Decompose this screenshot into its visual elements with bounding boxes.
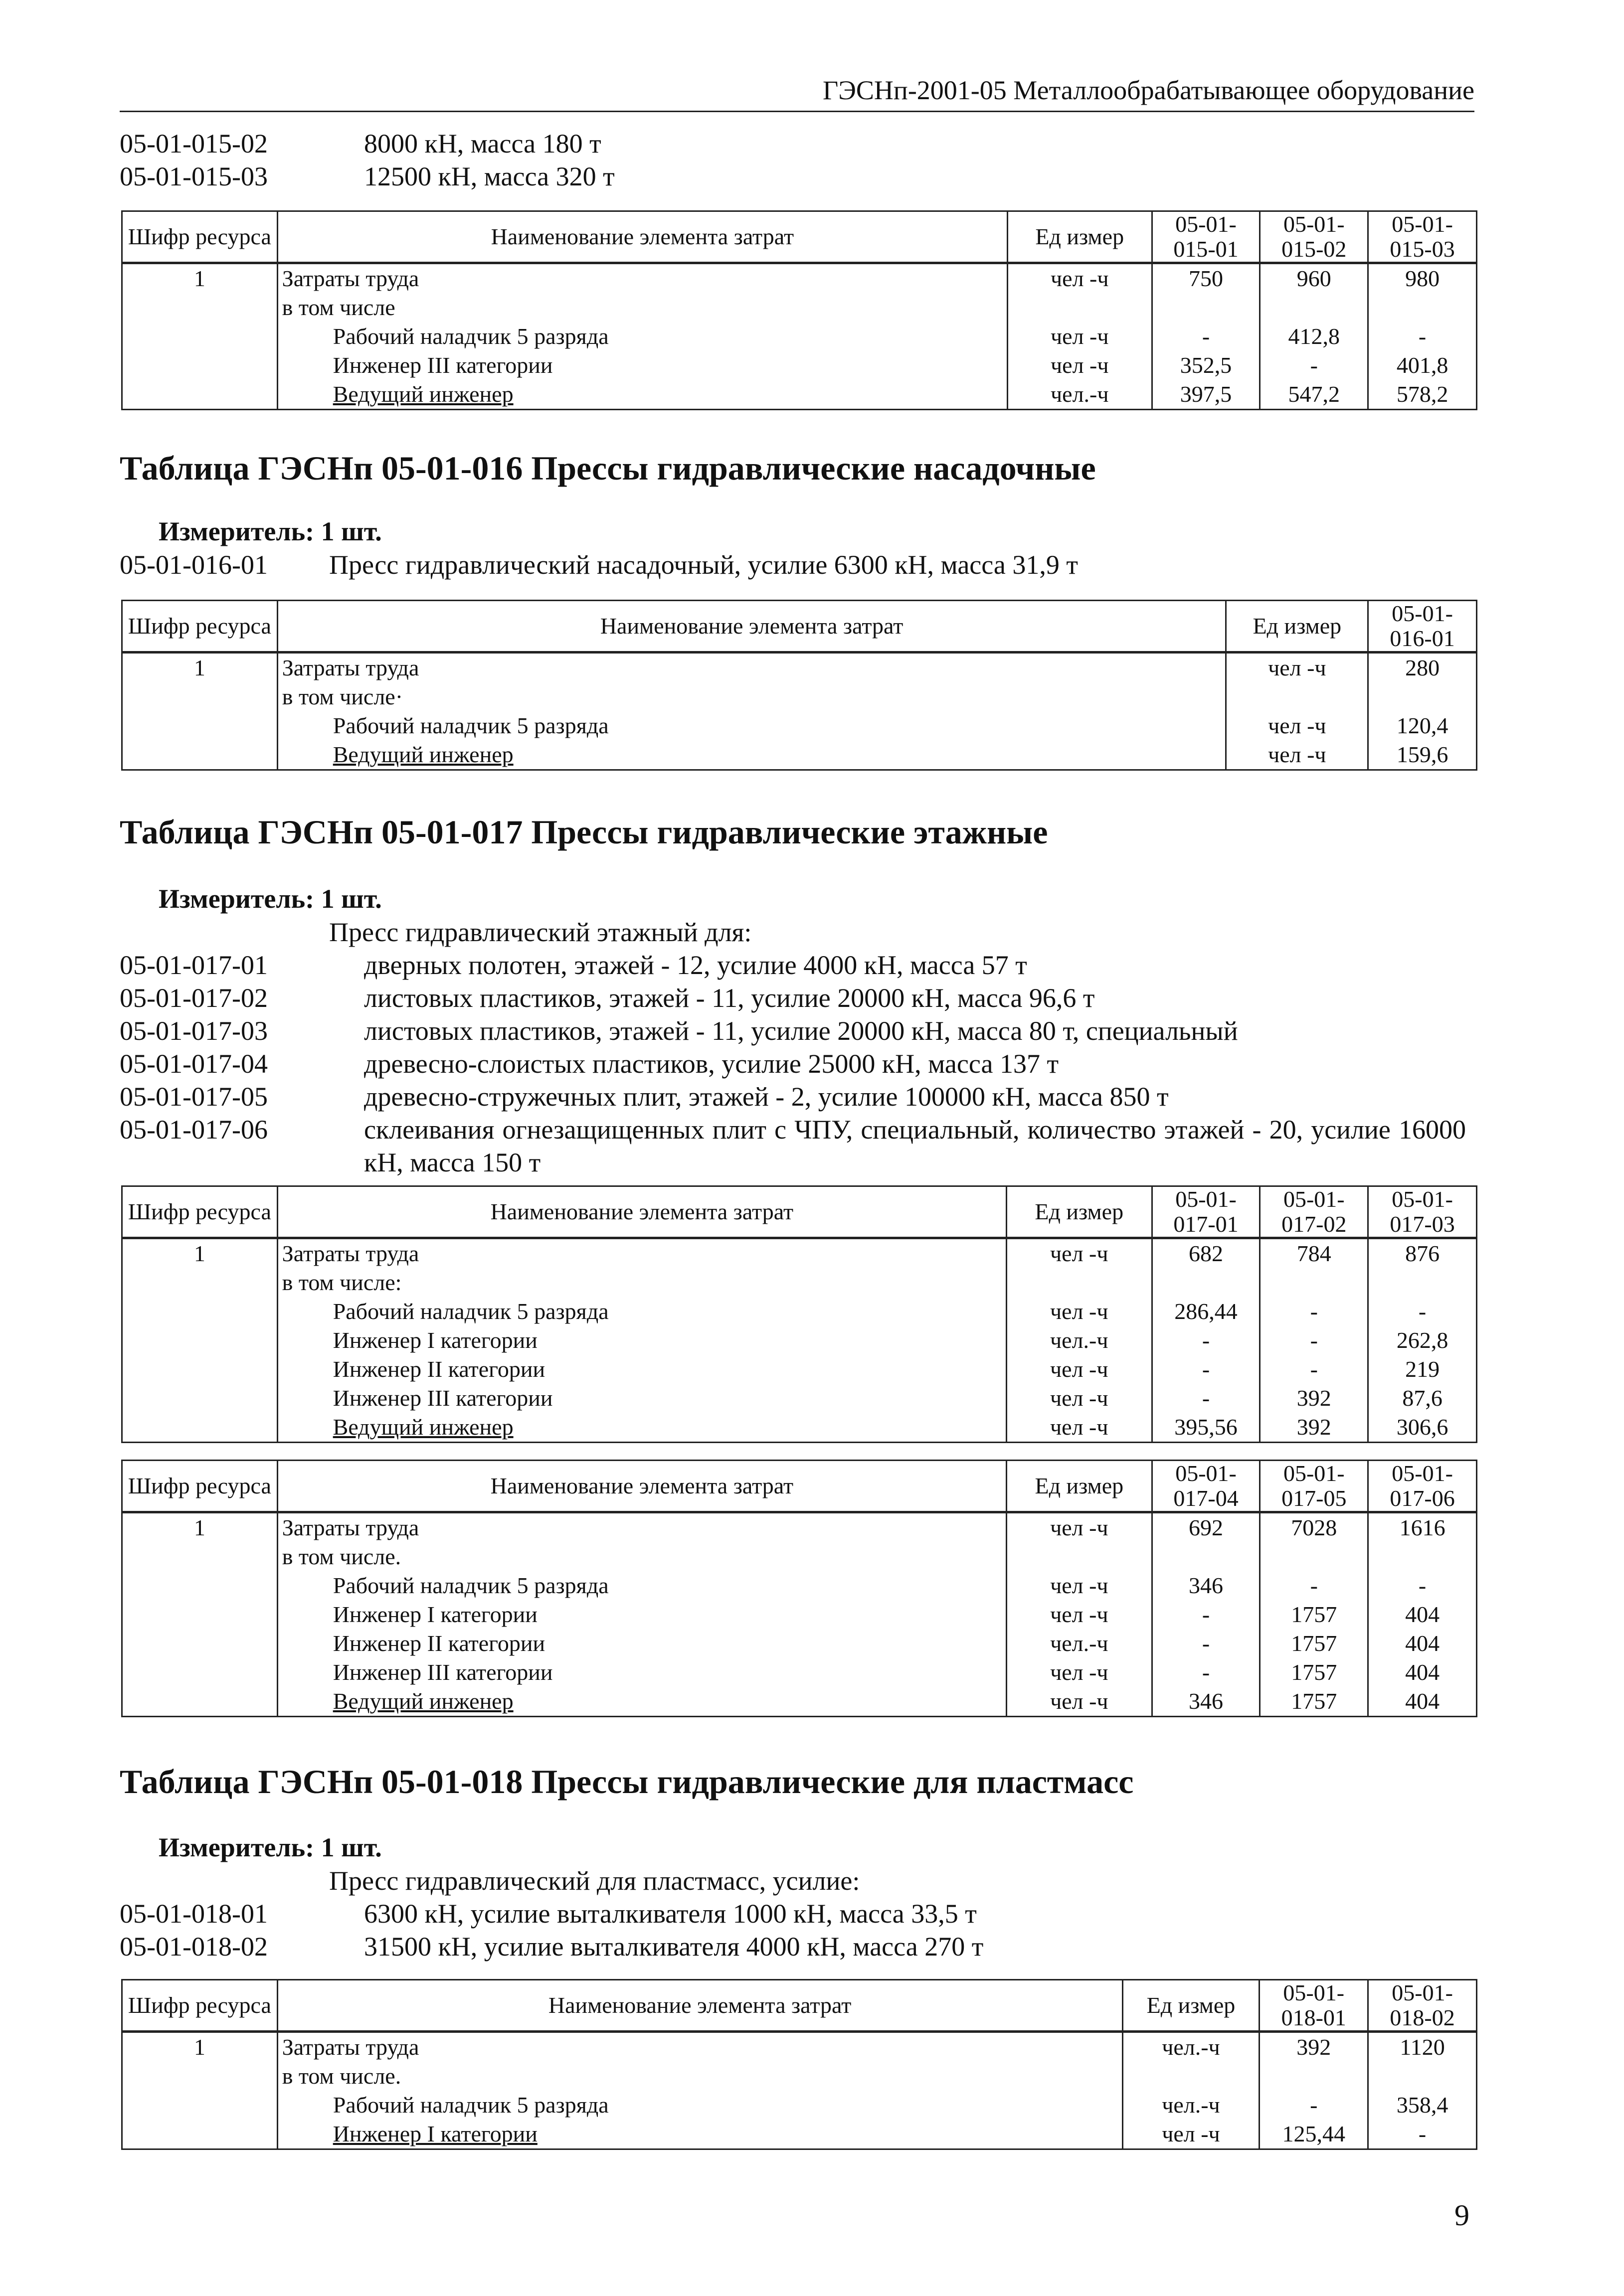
value-cell — [1368, 682, 1477, 711]
unit-cell: чел -ч — [1006, 1355, 1152, 1384]
header-name: Наименование элемента затрат — [277, 211, 1007, 263]
header-cipher: Шифр ресурса — [122, 1461, 278, 1512]
resource-desc: Пресс гидравлический насадочный, усилие 6300 кН, масса 31,9 т — [329, 550, 1078, 580]
value-cell: 404 — [1368, 1658, 1477, 1687]
unit-cell: чел.-ч — [1006, 1326, 1152, 1355]
value-cell: 286,44 — [1152, 1297, 1260, 1326]
cost-element-label: в том числе· — [282, 684, 403, 709]
resource-list-018 — [120, 1864, 1466, 1963]
cipher-cell: 1 — [122, 653, 278, 683]
unit-cell: чел -ч — [1122, 2120, 1260, 2149]
value-cell: 352,5 — [1152, 351, 1260, 380]
resource-code: 05-01-017-02 — [120, 983, 268, 1013]
unit-cell — [1122, 2062, 1260, 2091]
cipher-cell — [122, 1268, 278, 1297]
header-cipher: Шифр ресурса — [122, 1186, 278, 1238]
unit-cell: чел -ч — [1007, 1571, 1152, 1600]
table-row — [122, 293, 1477, 322]
cost-element-name — [277, 1413, 1006, 1443]
unit-cell: чел -ч — [1006, 1297, 1152, 1326]
cost-element-name — [277, 1629, 1006, 1658]
value-cell — [1368, 293, 1477, 322]
cipher-cell: 1 — [122, 2032, 278, 2062]
header-code-column: 05-01- 017-01 — [1152, 1186, 1260, 1238]
value-cell: - — [1152, 1384, 1260, 1413]
table-row — [122, 1571, 1477, 1600]
value-cell: - — [1152, 1658, 1260, 1687]
cost-table-018 — [121, 1979, 1477, 2150]
value-cell: 960 — [1260, 263, 1368, 294]
unit-cell: чел -ч — [1006, 1413, 1152, 1443]
table-row — [122, 1268, 1477, 1297]
cost-element-name — [277, 1384, 1006, 1413]
value-cell: - — [1260, 1571, 1368, 1600]
cost-element-name — [277, 682, 1226, 711]
table-row — [122, 1297, 1477, 1326]
value-cell: - — [1368, 1571, 1477, 1600]
value-cell — [1368, 1268, 1477, 1297]
header-unit: Ед измер — [1226, 601, 1368, 653]
value-cell: 397,5 — [1152, 380, 1260, 410]
value-cell: - — [1152, 1629, 1260, 1658]
resource-code: 05-01-017-06 — [120, 1115, 268, 1145]
unit-cell: чел -ч — [1006, 1238, 1152, 1269]
value-cell: 1616 — [1368, 1512, 1477, 1543]
value-cell: 346 — [1152, 1687, 1260, 1717]
cipher-cell — [122, 1542, 278, 1571]
resource-list-016 — [120, 548, 1466, 581]
value-cell: 750 — [1152, 263, 1260, 294]
header-name: Наименование элемента затрат — [277, 1186, 1006, 1238]
cost-element-name — [277, 1268, 1006, 1297]
resource-list-017 — [120, 916, 1466, 1175]
header-code-column: 05-01- 016-01 — [1368, 601, 1477, 653]
value-cell: - — [1260, 1355, 1368, 1384]
cost-element-label: Затраты труда — [282, 2034, 419, 2060]
cipher-cell — [122, 1629, 278, 1658]
cost-element-name — [277, 1238, 1006, 1269]
value-cell: 401,8 — [1368, 351, 1477, 380]
section-title-018: Таблица ГЭСНп 05-01-018 Прессы гидравлические для пластмасс — [120, 1763, 1134, 1801]
cipher-cell — [122, 1326, 278, 1355]
cost-element-label: Рабочий наладчик 5 разряда — [333, 2092, 609, 2118]
cipher-cell — [122, 1658, 278, 1687]
resource-desc: листовых пластиков, этажей - 11, усилие 20000 кН, масса 80 т, специальный — [364, 1016, 1238, 1046]
table-row — [122, 682, 1477, 711]
value-cell: 358,4 — [1368, 2091, 1477, 2120]
cipher-cell — [122, 682, 278, 711]
value-cell: 692 — [1152, 1512, 1260, 1543]
value-cell — [1260, 1542, 1368, 1571]
cost-element-label: Инженер III категории — [333, 1659, 553, 1685]
table-row — [122, 1512, 1477, 1543]
value-cell: 404 — [1368, 1629, 1477, 1658]
header-code-column: 05-01- 015-03 — [1368, 211, 1477, 263]
value-cell: - — [1260, 1326, 1368, 1355]
value-cell: - — [1260, 351, 1368, 380]
cost-element-name — [277, 351, 1007, 380]
section-title-017: Таблица ГЭСНп 05-01-017 Прессы гидравлические этажные — [120, 813, 1048, 851]
unit-cell — [1007, 293, 1152, 322]
header-unit: Ед измер — [1006, 1186, 1152, 1238]
value-cell: 1757 — [1260, 1600, 1368, 1629]
value-cell: 392 — [1260, 2032, 1368, 2062]
cipher-cell — [122, 1297, 278, 1326]
table-row — [122, 1238, 1477, 1269]
cost-table-015 — [121, 210, 1477, 410]
meter-017: Измеритель: 1 шт. — [159, 884, 382, 914]
value-cell: 280 — [1368, 653, 1477, 683]
resource-code: 05-01-016-01 — [120, 550, 268, 580]
meter-016: Измеритель: 1 шт. — [159, 516, 382, 546]
unit-cell: чел -ч — [1226, 740, 1368, 770]
header-name: Наименование элемента затрат — [277, 1980, 1122, 2032]
resource-desc: 12500 кН, масса 320 т — [364, 162, 615, 191]
section-title-016: Таблица ГЭСНп 05-01-016 Прессы гидравлические насадочные — [120, 449, 1096, 487]
resource-code: 05-01-017-04 — [120, 1049, 268, 1079]
value-cell: 120,4 — [1368, 711, 1477, 740]
cost-table-017-b — [121, 1460, 1477, 1717]
cost-element-label: Затраты труда — [282, 266, 419, 291]
header-code-column: 05-01- 018-02 — [1368, 1980, 1477, 2032]
header-cipher: Шифр ресурса — [122, 211, 278, 263]
cost-element-name — [277, 1571, 1006, 1600]
unit-cell: чел -ч — [1007, 1687, 1152, 1717]
cipher-cell — [122, 1355, 278, 1384]
table-row — [122, 351, 1477, 380]
value-cell — [1260, 293, 1368, 322]
cost-element-label: Рабочий наладчик 5 разряда — [333, 324, 609, 349]
cipher-cell — [122, 2091, 278, 2120]
header-unit: Ед измер — [1007, 1461, 1152, 1512]
value-cell: 578,2 — [1368, 380, 1477, 410]
cost-element-label: Рабочий наладчик 5 разряда — [333, 1573, 609, 1598]
cost-element-name — [277, 263, 1007, 294]
header-code-column: 05-01- 017-06 — [1368, 1461, 1477, 1512]
table-row — [122, 1542, 1477, 1571]
value-cell: - — [1152, 322, 1260, 351]
value-cell: 876 — [1368, 1238, 1477, 1269]
cost-element-label: Рабочий наладчик 5 разряда — [333, 1299, 609, 1324]
cost-element-name — [277, 1600, 1006, 1629]
cost-element-name — [277, 293, 1007, 322]
cost-element-label: Инженер II категории — [333, 1356, 545, 1382]
cost-element-name — [277, 711, 1226, 740]
cost-element-label: Инженер I категории — [333, 1327, 538, 1353]
resource-desc: листовых пластиков, этажей - 11, усилие 20000 кН, масса 96,6 т — [364, 983, 1095, 1013]
cost-element-label: Рабочий наладчик 5 разряда — [333, 713, 609, 738]
unit-cell: чел.-ч — [1007, 380, 1152, 410]
unit-cell: чел.-ч — [1122, 2032, 1260, 2062]
cipher-cell — [122, 711, 278, 740]
cipher-cell: 1 — [122, 1512, 278, 1543]
value-cell — [1368, 2062, 1477, 2091]
unit-cell — [1007, 1542, 1152, 1571]
cost-element-label: в том числе. — [282, 2063, 401, 2089]
cost-element-name — [277, 1687, 1006, 1717]
header-name: Наименование элемента затрат — [277, 601, 1226, 653]
value-cell: 159,6 — [1368, 740, 1477, 770]
cipher-cell — [122, 1600, 278, 1629]
value-cell: - — [1152, 1600, 1260, 1629]
header-cipher: Шифр ресурса — [122, 1980, 278, 2032]
cipher-cell — [122, 1571, 278, 1600]
cost-element-name — [277, 2091, 1122, 2120]
cost-table-017-a — [121, 1185, 1477, 1443]
value-cell: 980 — [1368, 263, 1477, 294]
cost-element-label: Ведущий инженер — [333, 742, 514, 767]
cipher-cell — [122, 2120, 278, 2149]
table-row — [122, 1413, 1477, 1443]
cost-element-label: Затраты труда — [282, 1241, 419, 1266]
cipher-cell — [122, 1384, 278, 1413]
value-cell: 547,2 — [1260, 380, 1368, 410]
running-header: ГЭСНп-2001-05 Металлообрабатывающее оборудование — [120, 75, 1474, 112]
header-code-column: 05-01- 015-01 — [1152, 211, 1260, 263]
cost-element-name — [277, 653, 1226, 683]
header-name: Наименование элемента затрат — [277, 1461, 1006, 1512]
value-cell: 262,8 — [1368, 1326, 1477, 1355]
table-row — [122, 1384, 1477, 1413]
value-cell: 87,6 — [1368, 1384, 1477, 1413]
value-cell: 1120 — [1368, 2032, 1477, 2062]
value-cell — [1152, 293, 1260, 322]
unit-cell: чел.-ч — [1122, 2091, 1260, 2120]
cost-element-name — [277, 2062, 1122, 2091]
unit-cell: чел -ч — [1007, 1512, 1152, 1543]
table-row — [122, 1326, 1477, 1355]
cost-element-label: в том числе. — [282, 1544, 401, 1569]
table-row — [122, 2091, 1477, 2120]
unit-cell: чел -ч — [1006, 1384, 1152, 1413]
header-code-column: 05-01- 017-04 — [1152, 1461, 1260, 1512]
meter-018: Измеритель: 1 шт. — [159, 1832, 382, 1862]
resource-code: 05-01-018-02 — [120, 1932, 268, 1962]
cost-element-name — [277, 1512, 1006, 1543]
header-code-column: 05-01- 017-03 — [1368, 1186, 1477, 1238]
unit-cell: чел -ч — [1007, 351, 1152, 380]
resource-desc: 8000 кН, масса 180 т — [364, 129, 601, 159]
resource-desc: древесно-стружечных плит, этажей - 2, усилие 100000 кН, масса 850 т — [364, 1082, 1169, 1112]
cost-element-label: в том числе — [282, 295, 395, 320]
unit-cell: чел -ч — [1007, 1600, 1152, 1629]
cost-table-016 — [121, 600, 1477, 771]
table-row — [122, 1355, 1477, 1384]
cost-element-label: Инженер I категории — [333, 1602, 538, 1627]
resource-desc: дверных полотен, этажей - 12, усилие 4000 кН, масса 57 т — [364, 950, 1027, 980]
table-row — [122, 1687, 1477, 1717]
unit-cell — [1006, 1268, 1152, 1297]
cipher-cell — [122, 1413, 278, 1443]
cost-element-label: Инженер III категории — [333, 352, 553, 378]
value-cell — [1152, 1268, 1260, 1297]
table-row — [122, 653, 1477, 683]
resource-code: 05-01-015-02 — [120, 129, 268, 159]
table-row — [122, 263, 1477, 294]
cipher-cell — [122, 293, 278, 322]
cost-element-name — [277, 1355, 1006, 1384]
list-intro: Пресс гидравлический для пластмасс, усилие: — [329, 1866, 860, 1896]
value-cell: 125,44 — [1260, 2120, 1368, 2149]
list-intro: Пресс гидравлический этажный для: — [329, 917, 752, 947]
header-unit: Ед измер — [1007, 211, 1152, 263]
value-cell: 395,56 — [1152, 1413, 1260, 1443]
header-code-column: 05-01- 017-02 — [1260, 1186, 1368, 1238]
cost-element-label: Ведущий инженер — [333, 1688, 514, 1714]
cipher-cell — [122, 351, 278, 380]
cost-element-name — [277, 1658, 1006, 1687]
cost-element-name — [277, 380, 1007, 410]
value-cell: 404 — [1368, 1687, 1477, 1717]
value-cell — [1260, 1268, 1368, 1297]
cost-element-name — [277, 2120, 1122, 2149]
resource-code: 05-01-018-01 — [120, 1899, 268, 1929]
table-row — [122, 1658, 1477, 1687]
resource-desc: склеивания огнезащищенных плит с ЧПУ, специальный, количество этажей - 20, усилие 16000 кН, масса 150 т — [364, 1115, 1466, 1177]
cost-element-name — [277, 2032, 1122, 2062]
cost-element-name — [277, 1326, 1006, 1355]
cost-element-name — [277, 1542, 1006, 1571]
value-cell — [1152, 1542, 1260, 1571]
value-cell: 7028 — [1260, 1512, 1368, 1543]
resource-list-015 — [120, 127, 1466, 193]
resource-code: 05-01-017-05 — [120, 1082, 268, 1112]
cipher-cell: 1 — [122, 263, 278, 294]
cost-element-label: Затраты труда — [282, 655, 419, 680]
value-cell: 412,8 — [1260, 322, 1368, 351]
cost-element-label: Инженер III категории — [333, 1385, 553, 1411]
cost-element-label: в том числе: — [282, 1270, 402, 1295]
unit-cell: чел -ч — [1007, 322, 1152, 351]
page-number: 9 — [1454, 2199, 1469, 2232]
cipher-cell: 1 — [122, 1238, 278, 1269]
value-cell: 392 — [1260, 1384, 1368, 1413]
unit-cell: чел -ч — [1007, 263, 1152, 294]
resource-desc: 31500 кН, усилие выталкивателя 4000 кН, масса 270 т — [364, 1932, 984, 1962]
value-cell: - — [1368, 1297, 1477, 1326]
cipher-cell — [122, 2062, 278, 2091]
table-row — [122, 2032, 1477, 2062]
value-cell: 219 — [1368, 1355, 1477, 1384]
value-cell — [1368, 1542, 1477, 1571]
cost-element-name — [277, 740, 1226, 770]
unit-cell: чел -ч — [1007, 1658, 1152, 1687]
cipher-cell — [122, 1687, 278, 1717]
resource-code: 05-01-017-01 — [120, 950, 268, 980]
value-cell: 1757 — [1260, 1658, 1368, 1687]
cost-element-label: Ведущий инженер — [333, 1414, 514, 1440]
value-cell: 392 — [1260, 1413, 1368, 1443]
header-code-column: 05-01- 015-02 — [1260, 211, 1368, 263]
cost-element-name — [277, 1297, 1006, 1326]
header-cipher: Шифр ресурса — [122, 601, 278, 653]
value-cell: 1757 — [1260, 1629, 1368, 1658]
value-cell: 682 — [1152, 1238, 1260, 1269]
cipher-cell — [122, 322, 278, 351]
table-row — [122, 740, 1477, 770]
header-code-column: 05-01- 018-01 — [1260, 1980, 1368, 2032]
unit-cell: чел.-ч — [1007, 1629, 1152, 1658]
resource-desc: древесно-слоистых пластиков, усилие 25000 кН, масса 137 т — [364, 1049, 1059, 1079]
cost-element-label: Инженер I категории — [333, 2121, 538, 2146]
resource-desc: 6300 кН, усилие выталкивателя 1000 кН, масса 33,5 т — [364, 1899, 977, 1929]
table-row — [122, 2062, 1477, 2091]
value-cell: 1757 — [1260, 1687, 1368, 1717]
value-cell: - — [1260, 1297, 1368, 1326]
value-cell: - — [1368, 322, 1477, 351]
value-cell: - — [1260, 2091, 1368, 2120]
value-cell: - — [1152, 1355, 1260, 1384]
cipher-cell — [122, 740, 278, 770]
table-row — [122, 1600, 1477, 1629]
value-cell: 404 — [1368, 1600, 1477, 1629]
resource-code: 05-01-015-03 — [120, 162, 268, 191]
table-row — [122, 322, 1477, 351]
value-cell: 784 — [1260, 1238, 1368, 1269]
unit-cell — [1226, 682, 1368, 711]
cipher-cell — [122, 380, 278, 410]
header-unit: Ед измер — [1122, 1980, 1260, 2032]
value-cell: 346 — [1152, 1571, 1260, 1600]
table-row — [122, 1629, 1477, 1658]
resource-code: 05-01-017-03 — [120, 1016, 268, 1046]
table-row — [122, 711, 1477, 740]
header-code-column: 05-01- 017-05 — [1260, 1461, 1368, 1512]
value-cell: - — [1152, 1326, 1260, 1355]
value-cell — [1260, 2062, 1368, 2091]
unit-cell: чел -ч — [1226, 653, 1368, 683]
cost-element-label: Ведущий инженер — [333, 381, 514, 407]
unit-cell: чел -ч — [1226, 711, 1368, 740]
value-cell: - — [1368, 2120, 1477, 2149]
cost-element-label: Затраты труда — [282, 1515, 419, 1540]
value-cell: 306,6 — [1368, 1413, 1477, 1443]
cost-element-name — [277, 322, 1007, 351]
table-row — [122, 2120, 1477, 2149]
table-row — [122, 380, 1477, 410]
cost-element-label: Инженер II категории — [333, 1631, 545, 1656]
